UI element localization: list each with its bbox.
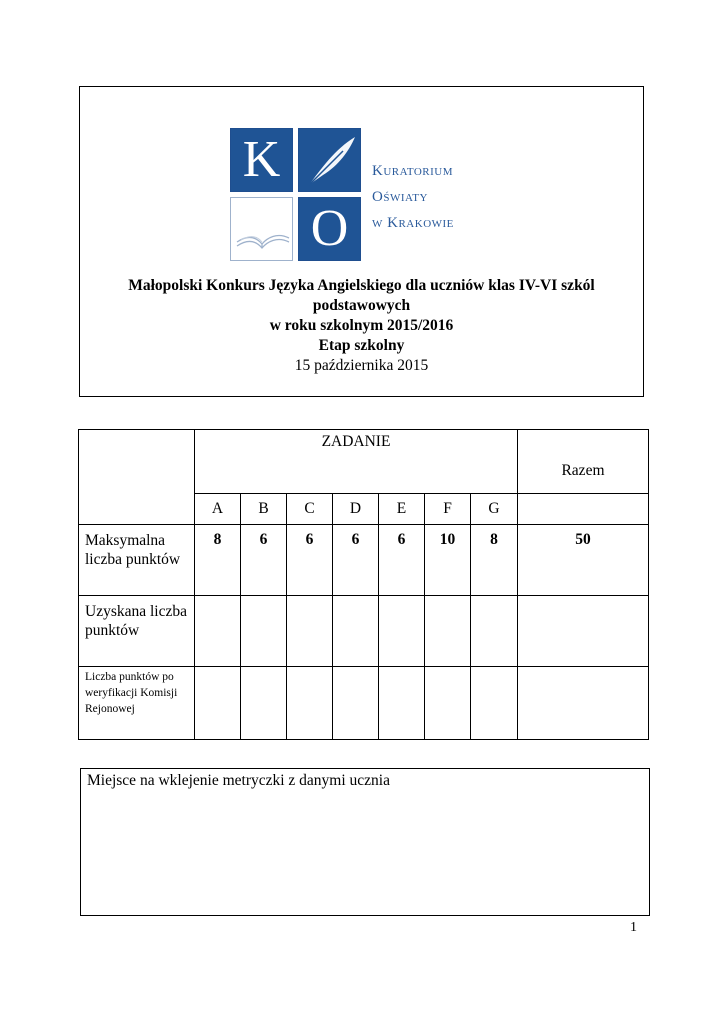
obtained-points-e[interactable] bbox=[379, 596, 425, 667]
header-box bbox=[79, 86, 644, 397]
verified-points-a[interactable] bbox=[195, 667, 241, 740]
max-points-f: 10 bbox=[425, 525, 471, 596]
max-points-b: 6 bbox=[241, 525, 287, 596]
logo-tile-k bbox=[230, 128, 293, 192]
obtained-points-g[interactable] bbox=[471, 596, 518, 667]
max-points-g: 8 bbox=[471, 525, 518, 596]
logo-tile-quill bbox=[298, 128, 361, 192]
obtained-points-d[interactable] bbox=[333, 596, 379, 667]
verified-points-f[interactable] bbox=[425, 667, 471, 740]
column-header-e: E bbox=[379, 494, 425, 525]
logo-text-line-3: w Krakowie bbox=[372, 215, 454, 231]
column-header-d: D bbox=[333, 494, 379, 525]
table-corner-cell bbox=[79, 430, 195, 525]
column-header-b: B bbox=[241, 494, 287, 525]
row-label-obtained-points: Uzyskana liczba punktów bbox=[79, 596, 195, 667]
open-book-icon bbox=[231, 198, 294, 262]
table-row-verified-points bbox=[79, 667, 649, 740]
logo-letter-o: O bbox=[310, 200, 349, 257]
logo-text-line-1: Kuratorium bbox=[372, 163, 454, 179]
stage-label: Etap szkolny bbox=[318, 337, 405, 354]
verified-points-d[interactable] bbox=[333, 667, 379, 740]
verified-points-b[interactable] bbox=[241, 667, 287, 740]
kuratorium-logo bbox=[230, 128, 500, 264]
title-line-2: podstawowych bbox=[312, 297, 411, 314]
page-number: 1 bbox=[630, 920, 637, 935]
quill-icon bbox=[299, 129, 362, 193]
contest-date: 15 października 2015 bbox=[294, 357, 429, 374]
logo-tile-book bbox=[230, 197, 293, 261]
obtained-points-a[interactable] bbox=[195, 596, 241, 667]
column-header-c: C bbox=[287, 494, 333, 525]
student-sticker-box bbox=[80, 768, 650, 916]
total-header: Razem bbox=[518, 430, 649, 494]
verified-points-c[interactable] bbox=[287, 667, 333, 740]
logo-text-line-2: Oświaty bbox=[372, 189, 428, 205]
max-points-e: 6 bbox=[379, 525, 425, 596]
max-points-a: 8 bbox=[195, 525, 241, 596]
obtained-points-b[interactable] bbox=[241, 596, 287, 667]
obtained-points-c[interactable] bbox=[287, 596, 333, 667]
sticker-box-label: Miejsce na wklejenie metryczki z danymi ucznia bbox=[87, 772, 390, 789]
max-points-c: 6 bbox=[287, 525, 333, 596]
logo-tile-o bbox=[298, 197, 361, 261]
score-table bbox=[78, 429, 649, 740]
title-line-1: Małopolski Konkurs Języka Angielskiego dla uczniów klas IV-VI szkól bbox=[128, 277, 595, 294]
obtained-points-f[interactable] bbox=[425, 596, 471, 667]
verified-points-g[interactable] bbox=[471, 667, 518, 740]
column-header-g: G bbox=[471, 494, 518, 525]
table-row-obtained-points bbox=[79, 596, 649, 667]
table-row-max-points bbox=[79, 525, 649, 596]
row-label-max-points: Maksymalna liczba punktów bbox=[79, 525, 195, 596]
logo-text bbox=[372, 158, 502, 236]
task-header: ZADANIE bbox=[195, 430, 518, 494]
title-line-3: w roku szkolnym 2015/2016 bbox=[269, 317, 454, 334]
contest-title-block bbox=[80, 276, 643, 376]
total-subheader-empty bbox=[518, 494, 649, 525]
column-header-a: A bbox=[195, 494, 241, 525]
column-header-f: F bbox=[425, 494, 471, 525]
logo-letter-k: K bbox=[242, 131, 281, 188]
verified-points-total[interactable] bbox=[518, 667, 649, 740]
max-points-total: 50 bbox=[518, 525, 649, 596]
row-label-verified-points: Liczba punktów po weryfikacji Komisji Rejonowej bbox=[79, 667, 195, 740]
max-points-d: 6 bbox=[333, 525, 379, 596]
obtained-points-total[interactable] bbox=[518, 596, 649, 667]
verified-points-e[interactable] bbox=[379, 667, 425, 740]
